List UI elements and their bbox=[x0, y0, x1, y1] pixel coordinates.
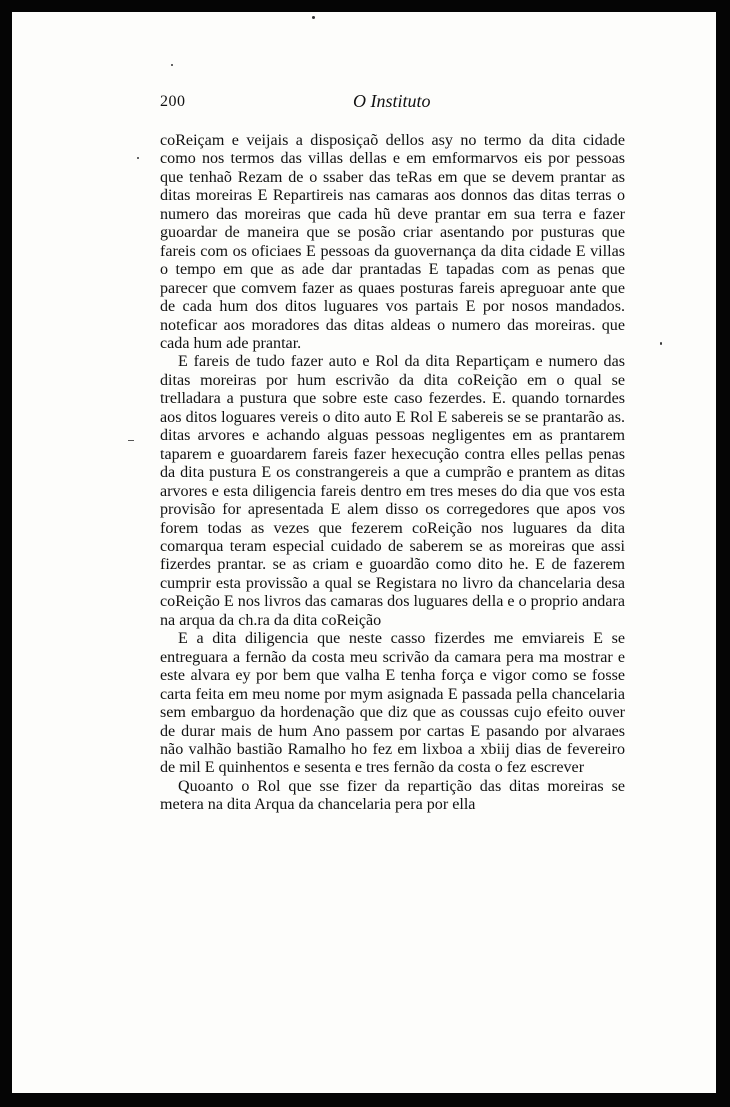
paragraph: Quoanto o Rol que sse fizer da repartição das ditas moreiras se metera na dita Arqua da chancelaria pera por ella bbox=[160, 777, 625, 814]
scan-mark bbox=[128, 440, 134, 441]
paragraph: E a dita diligencia que neste casso fizerdes me emviareis E se entreguara a fernão da costa meu scrivão da camara pera ma mostrar e este alvara ey por bem que valha E tenha força e vigor como se fosse carta feita em meu nome por mym asignada E passada pella chancelaria sem embarguo da hordenação que diz que as coussas cujo efeito ouver de durar mais de hum Ano passem por cartas E pasando por alvaraes não valhão bastião Ramalho ho fez em lixboa a xbiij dias de fevereiro de mil E quinhentos e sesenta e tres fernão da costa o fez escrever bbox=[160, 630, 625, 777]
scan-speck bbox=[312, 16, 315, 19]
page-number: 200 bbox=[160, 93, 186, 110]
scan-speck bbox=[137, 157, 139, 159]
page-header bbox=[160, 88, 625, 118]
running-title: O Instituto bbox=[353, 91, 431, 111]
scan-speck bbox=[660, 342, 662, 345]
body-text bbox=[160, 132, 625, 815]
scan-speck bbox=[171, 64, 173, 66]
paragraph: E fareis de tudo fazer auto e Rol da dita Repartiçam e numero das ditas moreiras por hum escrivão da dita coReição em o qual se trelladara a pustura que sobre este caso fezerdes. E. quando tornardes aos ditos loguares vereis o dito auto E Rol E sabereis se se prantarão as. ditas arvores e achando alguas pessoas negligentes em as prantarem taparem e guoardarem fareis fazer hexecução contra elles pellas penas da dita pustura E os constrangereis a que a cumprão e prantem as ditas arvores e esta diligencia fareis dentro em tres meses do dia que vos esta provisão for apresentada E alem disso os corregedores que apos vos forem todas as vezes que fezerem coReição nos luguares da dita comarqua teram especial cuidado de saberem se as moreiras que assi fizerdes prantar. se as criam e guoardão como dito he. E de fazerem cumprir esta provissão a qual se Registara no livro da chancelaria desa coReição E nos livros das camaras dos luguares della e o proprio andara na arqua da ch.ra da dita coReição bbox=[160, 353, 625, 629]
paragraph: coReiçam e veijais a disposiçaõ dellos asy no termo da dita cidade como nos termos das villas dellas e em emformarvos eis por pessoas que tenhaõ Rezam de o ssaber das teRas em que se devem prantar as ditas moreiras E Repartireis nas camaras aos donnos das ditas terras o numero das moreiras que cada hũ deve prantar em sua terra e fazer guoardar de maneira que se posão criar asentando por pusturas que fareis com os oficiaes E pessoas da guovernança da dita cidade E villas o tempo em que as ade dar prantadas E tapadas com as penas que parecer que comvem fazer as quaes posturas fareis apreguoar ante que de cada hum dos ditos luguares vos partais E por nosos mandados. noteficar aos moradores das ditas aldeas o numero das moreiras. que cada hum ade prantar. bbox=[160, 132, 625, 352]
book-page bbox=[160, 88, 625, 815]
